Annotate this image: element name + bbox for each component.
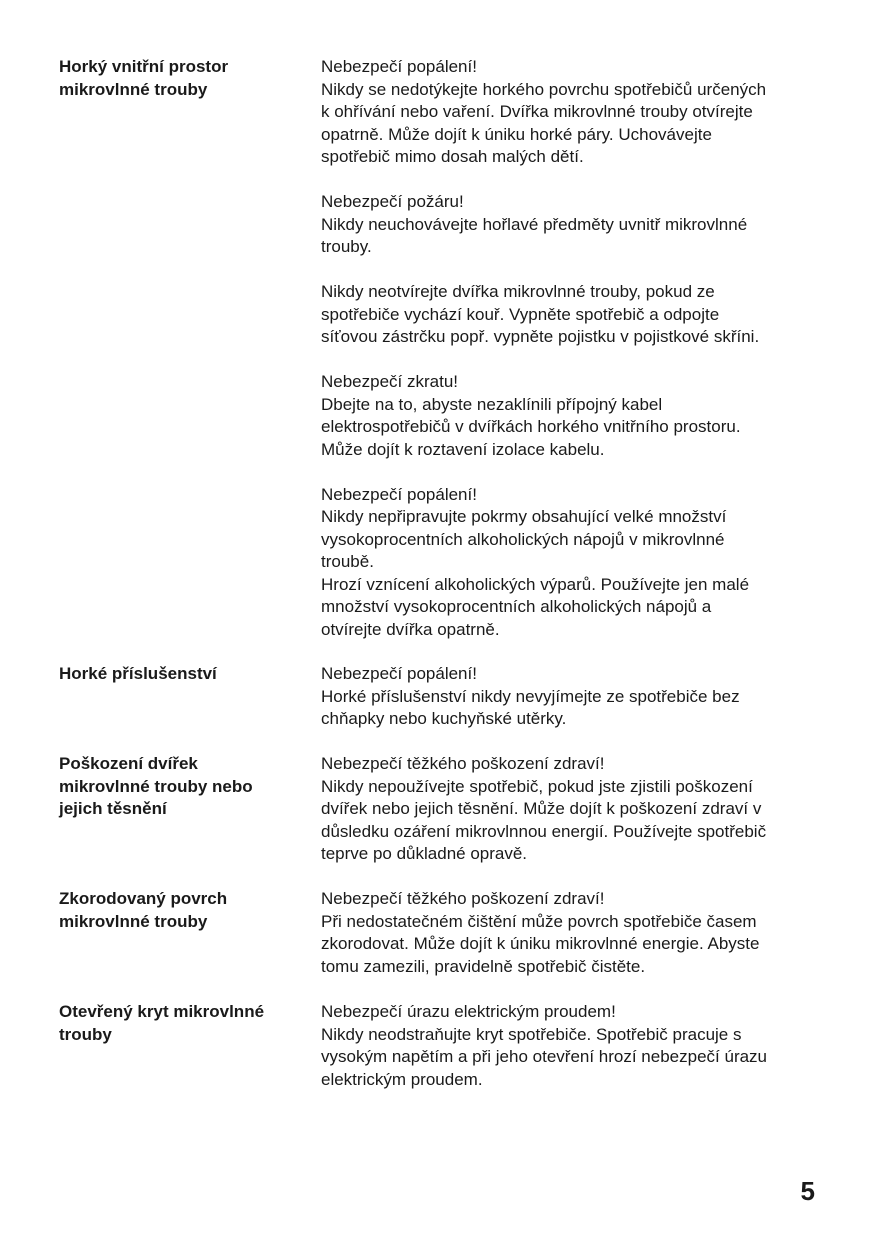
warning-text-line: vysokým napětím a při jeho otevření hrozí nebezpečí úrazu [321,1047,768,1066]
hazard-title [59,56,299,101]
warning-paragraph [321,191,821,259]
warning-text-line: spotřebiče vychází kouř. Vypněte spotřebič a odpojte [321,304,720,324]
warning-text-line: Nikdy neodstraňujte kryt spotřebiče. Spotřebič pracuje s [321,1024,742,1044]
warning-text-line: Nikdy neotvírejte dvířka mikrovlnné trouby, pokud ze [321,282,715,301]
warning-heading: Nebezpečí popálení! [321,484,477,504]
hazard-description [321,56,821,641]
hazard-description [321,663,821,731]
warning-text-line: elektrickým proudem. [321,1069,483,1089]
hazard-title-line: Otevřený kryt mikrovlnné [59,1002,265,1021]
warning-heading: Nebezpečí těžkého poškození zdraví! [321,889,605,908]
warning-paragraph [321,484,821,642]
warning-text-line: dvířek nebo jejich těsnění. Může dojít k poškození zdraví v [321,799,762,818]
warning-paragraph [321,663,821,731]
warning-paragraph [321,371,821,461]
hazard-description [321,888,821,978]
warning-heading: Nebezpečí úrazu elektrickým proudem! [321,1002,616,1021]
warning-heading: Nebezpečí požáru! [321,192,464,211]
warning-heading: Nebezpečí těžkého poškození zdraví! [321,754,605,773]
warning-paragraph [321,888,821,978]
warning-text-line: vysokoprocentních alkoholických nápojů v mikrovlnné [321,529,725,549]
hazard-description [321,1001,821,1091]
hazard-title-line: mikrovlnné trouby nebo [59,776,253,796]
warning-text-line: opatrně. Může dojít k úniku horké páry. Uchovávejte [321,124,712,144]
hazard-title [59,888,299,933]
hazard-title [59,663,299,686]
warning-text-line: množství vysokoprocentních alkoholických nápojů a [321,597,712,616]
warning-text-line: Při nedostatečném čištění může povrch spotřebiče časem [321,911,757,931]
hazard-title-line: mikrovlnné trouby [59,79,208,99]
warning-paragraph [321,1001,821,1091]
warning-text-line: síťovou zástrčku popř. vypněte pojistku v pojistkové skříni. [321,327,760,346]
warning-text-line: tomu zamezili, pravidelně spotřebič čistěte. [321,956,646,976]
warning-text-line: spotřebič mimo dosah malých dětí. [321,147,584,166]
warning-text-line: Horké příslušenství nikdy nevyjímejte ze spotřebiče bez [321,686,740,706]
warning-text-line: k ohřívání nebo vaření. Dvířka mikrovlnné trouby otvírejte [321,102,753,121]
hazard-title [59,1001,299,1046]
warning-heading: Nebezpečí zkratu! [321,372,459,391]
hazard-title-line: jejich těsnění [59,799,167,818]
warning-text-line: Nikdy neuchovávejte hořlavé předměty uvnitř mikrovlnné [321,214,748,234]
warning-text-line: trouby. [321,237,372,256]
hazard-title [59,753,299,821]
hazard-title-line: Zkorodovaný povrch [59,889,228,908]
page-number: 5 [800,1176,815,1206]
warning-text-line: troubě. [321,552,374,571]
hazard-title-line: Poškození dvířek [59,754,198,773]
warning-text-line: Nikdy nepřipravujte pokrmy obsahující velké množství [321,507,727,526]
warning-text-line: Nikdy nepoužívejte spotřebič, pokud jste zjistili poškození [321,776,753,796]
hazard-description [321,753,821,866]
hazard-title-line: trouby [59,1024,112,1044]
warning-text-line: teprve po důkladné opravě. [321,844,528,863]
warning-text-line: Může dojít k roztavení izolace kabelu. [321,439,605,459]
warning-text-line: Hrozí vznícení alkoholických výparů. Používejte jen malé [321,574,750,594]
warning-text-line: Dbejte na to, abyste nezaklínili přípojný kabel [321,394,663,414]
warning-paragraph [321,753,821,866]
hazard-title-line: mikrovlnné trouby [59,911,208,931]
hazard-title-line: Horký vnitřní prostor [59,57,229,76]
warning-text-line: chňapky nebo kuchyňské utěrky. [321,709,567,728]
warning-text-line: otvírejte dvířka opatrně. [321,619,500,639]
warning-heading: Nebezpečí popálení! [321,57,477,76]
warning-paragraph [321,281,821,349]
warning-text-line: zkorodovat. Může dojít k úniku mikrovlnné energie. Abyste [321,934,760,953]
warning-text-line: elektrospotřebičů v dvířkách horkého vnitřního prostoru. [321,417,741,436]
warning-paragraph [321,56,821,169]
warning-text-line: Nikdy se nedotýkejte horkého povrchu spotřebičů určených [321,79,767,99]
hazard-title-line: Horké příslušenství [59,664,217,683]
warning-heading: Nebezpečí popálení! [321,664,477,683]
warning-text-line: důsledku ozáření mikrovlnnou energií. Používejte spotřebič [321,821,767,841]
